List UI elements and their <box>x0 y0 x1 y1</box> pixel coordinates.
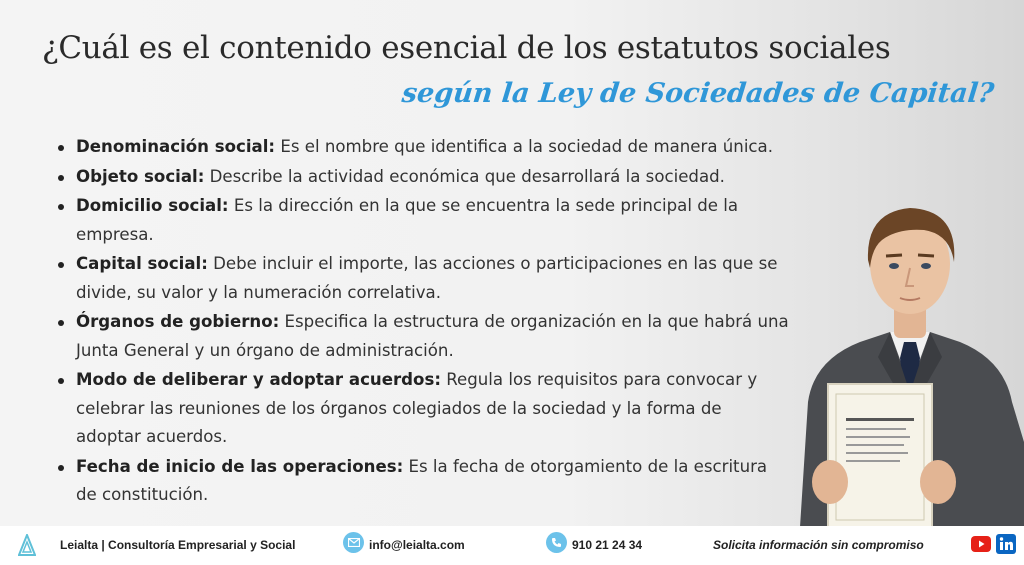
item-term: Fecha de inicio de las operaciones: <box>76 456 404 476</box>
list-item <box>54 453 784 510</box>
item-description: Especifica la estructura de organización en la que habrá una Junta General y un órgano de administración. <box>76 312 789 360</box>
company-name: Leialta | Consultoría Empresarial y Social <box>60 538 296 552</box>
item-term: Modo de deliberar y adoptar acuerdos: <box>76 370 441 389</box>
item-description: Describe la actividad económica que desarrollará la sociedad. <box>204 166 725 186</box>
item-term: Domicilio social: <box>76 196 229 215</box>
list-item <box>54 163 894 192</box>
phone-link[interactable]: 910 21 24 34 <box>572 538 643 552</box>
list-item <box>54 308 794 365</box>
item-description: Es la dirección en la que se encuentra la sede principal de la empresa. <box>76 196 739 244</box>
mail-icon <box>343 532 364 553</box>
youtube-icon[interactable] <box>971 534 991 554</box>
page-subtitle: según la Ley de Sociedades de Capital? <box>400 78 996 109</box>
content-list <box>54 133 894 510</box>
page-title: ¿Cuál es el contenido esencial de los estatutos sociales <box>42 30 891 66</box>
phone-icon <box>546 532 567 553</box>
email-link[interactable]: info@leialta.com <box>369 538 465 552</box>
linkedin-icon[interactable] <box>996 534 1016 554</box>
list-item <box>54 250 794 307</box>
item-term: Denominación social: <box>76 137 276 156</box>
item-term: Objeto social: <box>76 166 205 186</box>
list-item <box>54 192 794 249</box>
contact-cta[interactable]: Solicita información sin compromiso <box>713 538 924 552</box>
list-item <box>54 366 784 452</box>
item-description: Es el nombre que identifica a la sociedad de manera única. <box>275 137 773 156</box>
list-item <box>54 133 894 162</box>
item-term: Capital social: <box>76 254 208 273</box>
businessman-illustration <box>790 182 1024 527</box>
item-description: Debe incluir el importe, las acciones o participaciones en las que se divide, su valor y la numeración correlativa. <box>76 254 778 302</box>
footer <box>0 526 1024 565</box>
item-description: Es la fecha de otorgamiento de la escritura de constitución. <box>76 456 768 504</box>
item-description: Regula los requisitos para convocar y celebrar las reuniones de los órganos colegiados de la sociedad y la forma de adoptar acuerdos. <box>76 370 758 446</box>
leialta-logo-icon[interactable] <box>18 534 36 556</box>
item-term: Órganos de gobierno: <box>76 312 280 331</box>
